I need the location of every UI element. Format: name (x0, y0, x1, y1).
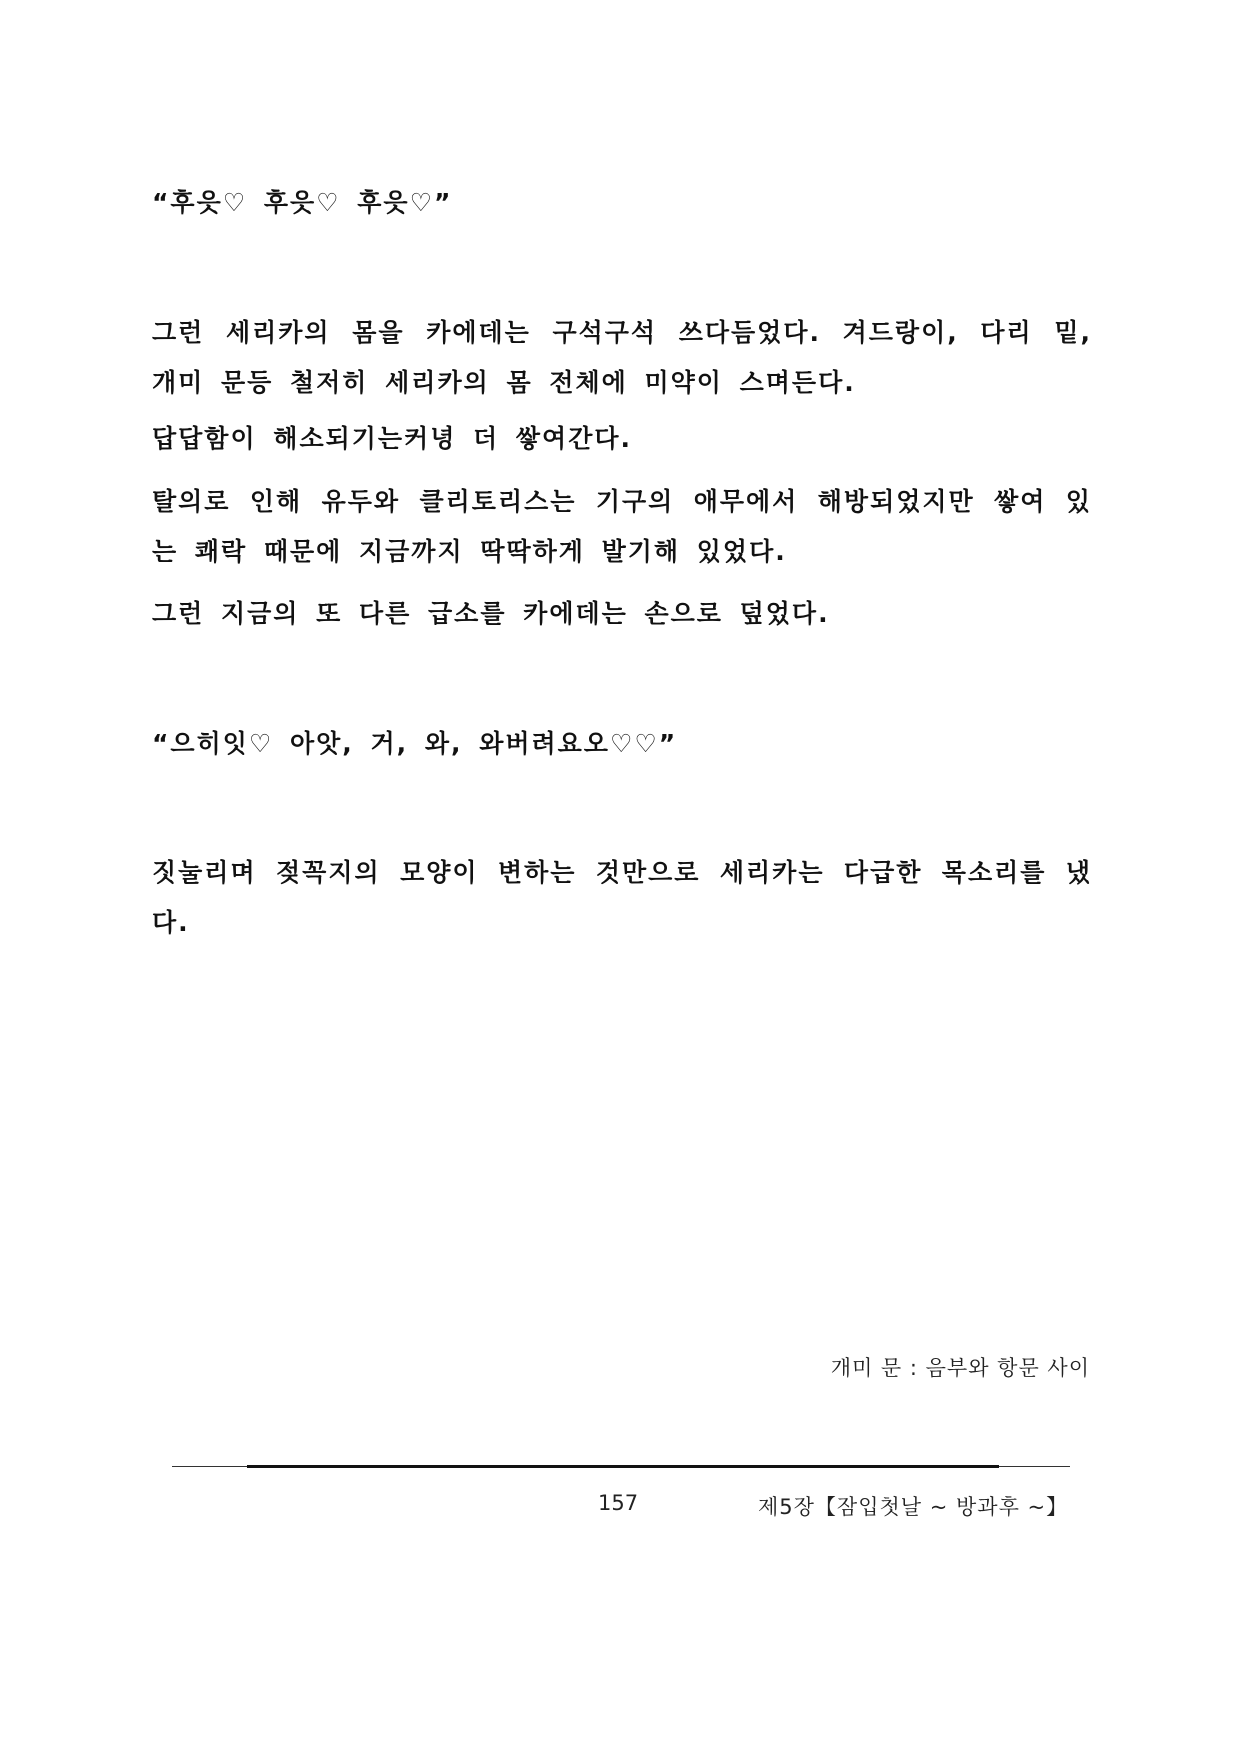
page-number: 157 (598, 1491, 639, 1515)
paragraph-narration-4: 그런 지금의 또 다른 급소를 카에데는 손으로 덮었다. (152, 599, 830, 628)
paragraph-narration-5: 짓눌리며 젖꼭지의 모양이 변하는 것만으로 세리카는 다급한 목소리를 냈다. (152, 858, 1092, 937)
footnote: 개미 문 : 음부와 항문 사이 (830, 1356, 1090, 1380)
paragraph-narration-3: 탈의로 인해 유두와 클리토리스는 기구의 애무에서 해방되었지만 쌓여 있는 쾌락 때문에 지금까지 딱딱하게 발기해 있었다. (152, 487, 1092, 566)
paragraph-dialogue-1: “후읏♡ 후읏♡ 후읏♡” (152, 188, 453, 217)
paragraph-dialogue-2: “으히잇♡ 아앗, 거, 와, 와버려요오♡♡” (152, 729, 678, 758)
paragraph-narration-2: 답답함이 해소되기는커녕 더 쌓여간다. (152, 424, 633, 453)
footer-divider-thick (247, 1465, 999, 1468)
running-header: 제5장【잠입첫날 ~ 방과후 ~】 (758, 1495, 1069, 1519)
paragraph-narration-1: 그런 세리카의 몸을 카에데는 구석구석 쓰다듬었다. 겨드랑이, 다리 밑, 개미 문등 철저히 세리카의 몸 전체에 미약이 스며든다. (152, 318, 1092, 397)
